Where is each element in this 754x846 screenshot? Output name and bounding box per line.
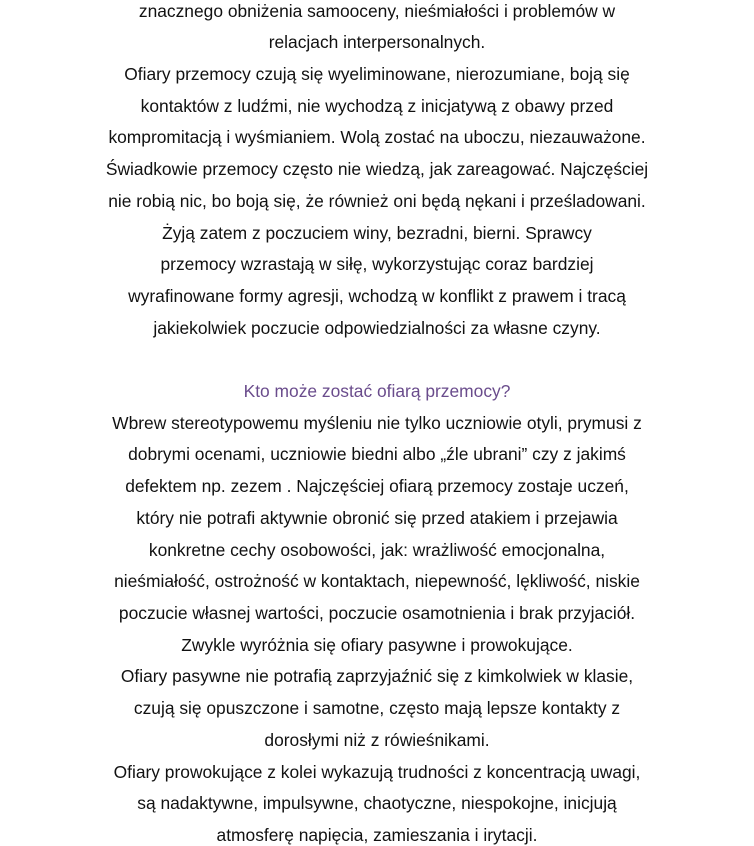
text-line: czują się opuszczone i samotne, często mają lepsze kontakty z [133, 698, 621, 718]
text-line: kompromitacją i wyśmianiem. Wolą zostać na uboczu, niezauważone. [108, 127, 646, 147]
text-line: Zwykle wyróżnia się ofiary pasywne i prowokujące. [181, 635, 573, 655]
text-line: dobrymi ocenami, uczniowie biedni albo „źle ubrani” czy z jakimś [128, 444, 626, 464]
text-line: są nadaktywne, impulsywne, chaotyczne, niespokojne, inicjują [137, 793, 617, 813]
text-line: dorosłymi niż z rówieśnikami. [264, 730, 490, 750]
text-line: jakiekolwiek poczucie odpowiedzialności za własne czyny. [153, 318, 601, 338]
text-line: który nie potrafi aktywnie obronić się przed atakiem i przejawia [136, 508, 618, 528]
text-line: nie robią nic, bo boją się, że również oni będą nękani i prześladowani. [108, 191, 646, 211]
text-line: Ofiary prowokujące z kolei wykazują trudności z koncentracją uwagi, [113, 762, 641, 782]
text-line: nieśmiałość, ostrożność w kontaktach, niepewność, lękliwość, niskie [114, 571, 640, 591]
text-line: konkretne cechy osobowości, jak: wrażliwość emocjonalna, [148, 540, 606, 560]
section-heading: Kto może zostać ofiarą przemocy? [243, 381, 511, 401]
text-line: Wbrew stereotypowemu myśleniu nie tylko uczniowie otyli, prymusi z [112, 413, 642, 433]
text-line: poczucie własnej wartości, poczucie osamotnienia i brak przyjaciół. [118, 603, 636, 623]
text-line: relacjach interpersonalnych. [268, 32, 486, 52]
text-line: Żyją zatem z poczuciem winy, bezradni, bierni. Sprawcy [162, 223, 592, 243]
text-line: atmosferę napięcia, zamieszania i irytacji. [216, 825, 538, 845]
text-line: Ofiary przemocy czują się wyeliminowane, nierozumiane, boją się [124, 64, 630, 84]
text-line: Świadkowie przemocy często nie wiedzą, jak zareagować. Najczęściej [105, 159, 649, 179]
text-line: Ofiary pasywne nie potrafią zaprzyjaźnić się z kimkolwiek w klasie, [120, 666, 634, 686]
text-line: przemocy wzrastają w siłę, wykorzystując coraz bardziej [160, 254, 594, 274]
text-line: kontaktów z ludźmi, nie wychodzą z inicjatywą z obawy przed [140, 96, 614, 116]
text-line: znacznego obniżenia samooceny, nieśmiałości i problemów w [138, 1, 616, 21]
text-line: defektem np. zezem . Najczęściej ofiarą przemocy zostaje uczeń, [125, 476, 629, 496]
text-line: wyrafinowane formy agresji, wchodzą w konflikt z prawem i tracą [128, 286, 626, 306]
